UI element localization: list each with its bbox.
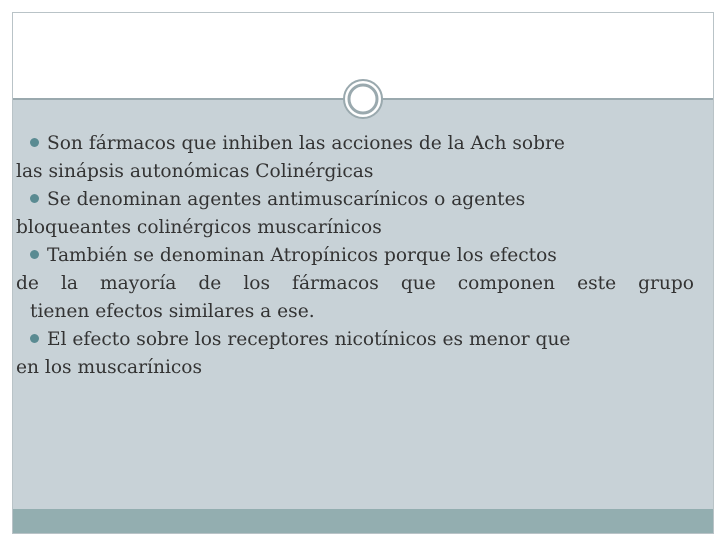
bullet-text: Se denominan agentes antimuscarínicos o agentes	[47, 189, 526, 210]
bullet-continuation: de la mayoría de los fármacos que componen este grupo	[16, 273, 694, 294]
bullet-continuation: bloqueantes colinérgicos muscarínicos	[16, 217, 382, 238]
bullet-icon	[30, 194, 39, 203]
bullet-continuation: tienen efectos similares a ese.	[30, 301, 315, 322]
bullet-text: También se denominan Atropínicos porque los efectos	[47, 245, 557, 266]
circle-ornament-icon	[342, 78, 384, 120]
bullet-item	[16, 130, 700, 186]
bullet-text: Son fármacos que inhiben las acciones de la Ach sobre	[47, 133, 565, 154]
bullet-item	[16, 186, 700, 242]
bullet-continuation: las sinápsis autonómicas Colinérgicas	[16, 161, 374, 182]
bullet-icon	[30, 138, 39, 147]
bullet-item	[16, 242, 700, 326]
bullet-continuation: en los muscarínicos	[16, 357, 203, 378]
bullet-text: El efecto sobre los receptores nicotínicos es menor que	[47, 329, 571, 350]
bullet-icon	[30, 250, 39, 259]
bullet-list	[16, 130, 700, 382]
bullet-item	[16, 326, 700, 382]
bullet-icon	[30, 334, 39, 343]
